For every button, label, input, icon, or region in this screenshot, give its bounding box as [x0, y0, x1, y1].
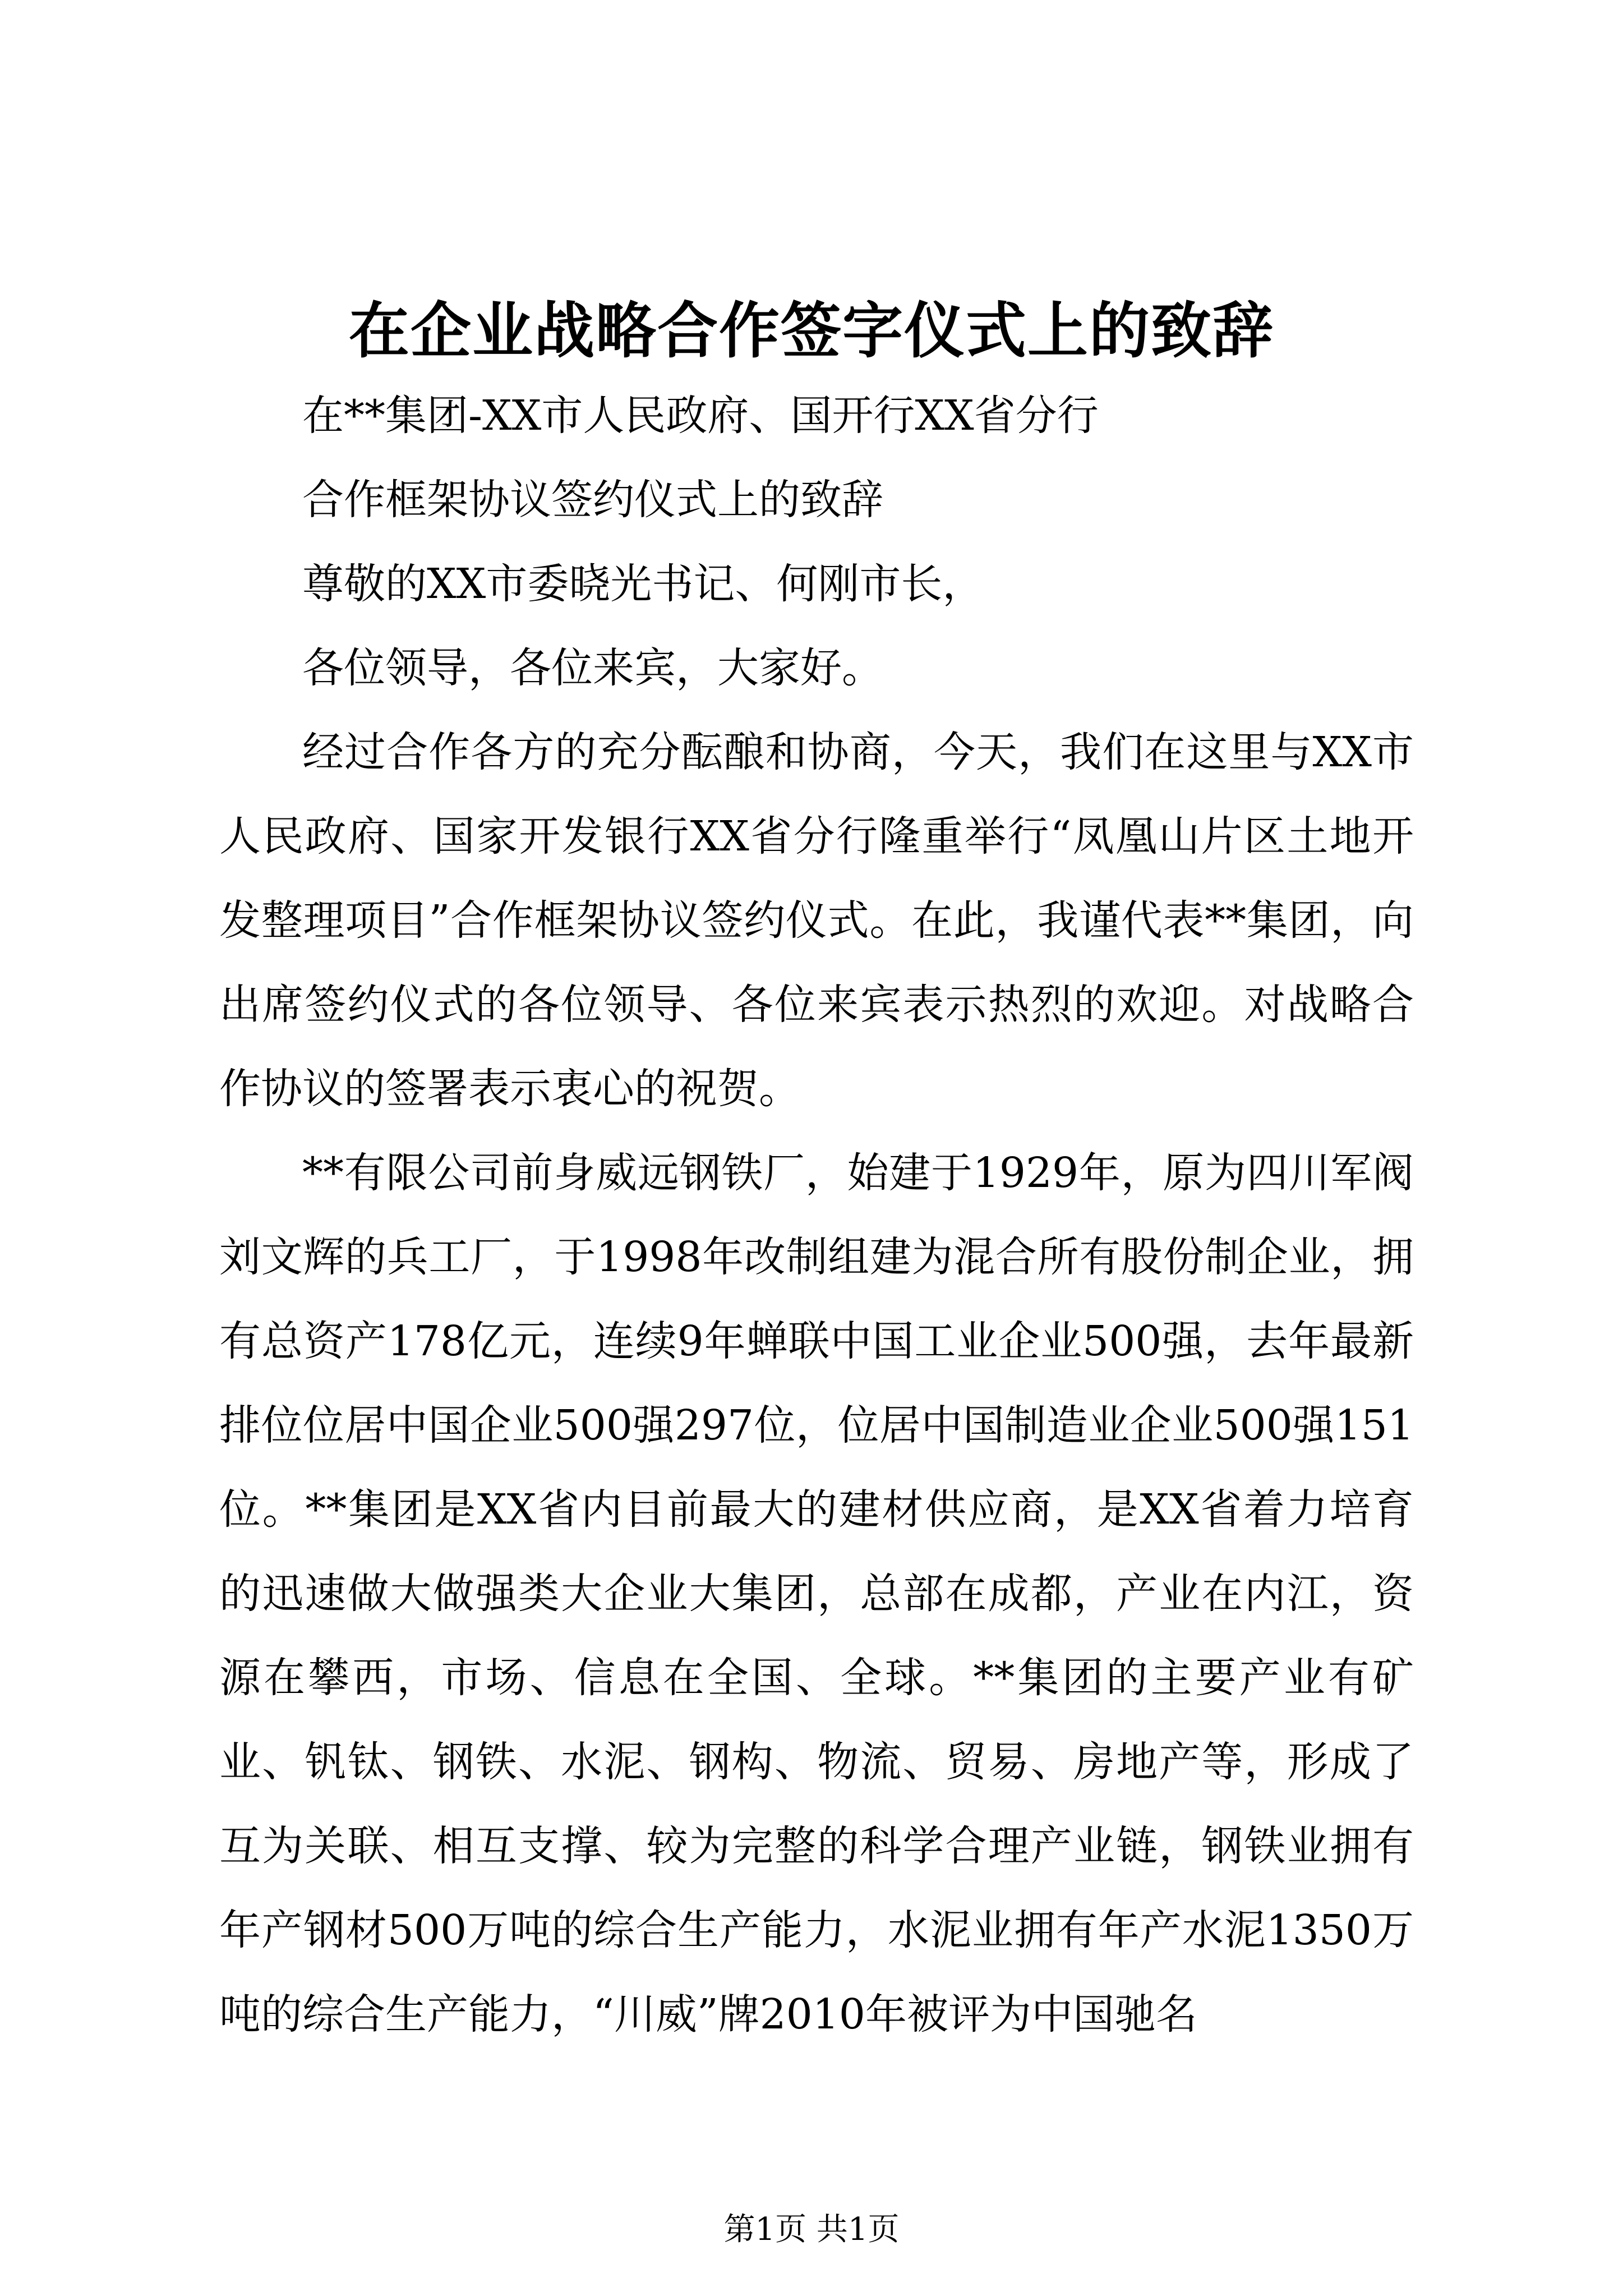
page-footer: 第1页 共1页	[723, 2211, 900, 2248]
paragraph-intro: 经过合作各方的充分酝酿和协商，今天，我们在这里与XX市人民政府、国家开发银行XX省分行隆重举行“凤凰山片区土地开发整理项目”合作框架协议签约仪式。在此，我谨代表**集团，向出席签约仪式的各位领导、各位来宾表示热烈的欢迎。对战略合作协议的签署表示衷心的祝贺。	[219, 728, 1414, 1113]
document-body	[219, 374, 1414, 2056]
paragraph-company-profile: **有限公司前身威远钢铁厂，始建于1929年，原为四川军阀刘文辉的兵工厂，于1998年改制组建为混合所有股份制企业，拥有总资产178亿元，连续9年蝉联中国工业企业500强，去年最新排位位居中国企业500强297位，位居中国制造业企业500强151位。**集团是XX省内目前最大的建材供应商，是XX省着力培育的迅速做大做强类大企业大集团，总部在成都，产业在内江，资源在攀西，市场、信息在全国、全球。**集团的主要产业有矿业、钒钛、钢铁、水泥、钢构、物流、贸易、房地产等，形成了互为关联、相互支撑、较为完整的科学合理产业链，钢铁业拥有年产钢材500万吨的综合生产能力，水泥业拥有年产水泥1350万吨的综合生产能力，“川威”牌2010年被评为中国驰名	[219, 1149, 1414, 2039]
paragraph-heading-line-2: 合作框架协议签约仪式上的致辞	[302, 476, 883, 524]
paragraph-heading-line-1: 在**集团-XX市人民政府、国开行XX省分行	[302, 392, 1099, 440]
paragraph-greeting: 各位领导，各位来宾，大家好。	[302, 644, 883, 692]
document-title: 在企业战略合作签字仪式上的致辞	[348, 296, 1274, 366]
paragraph-salutation: 尊敬的XX市委晓光书记、何刚市长，	[302, 560, 984, 608]
